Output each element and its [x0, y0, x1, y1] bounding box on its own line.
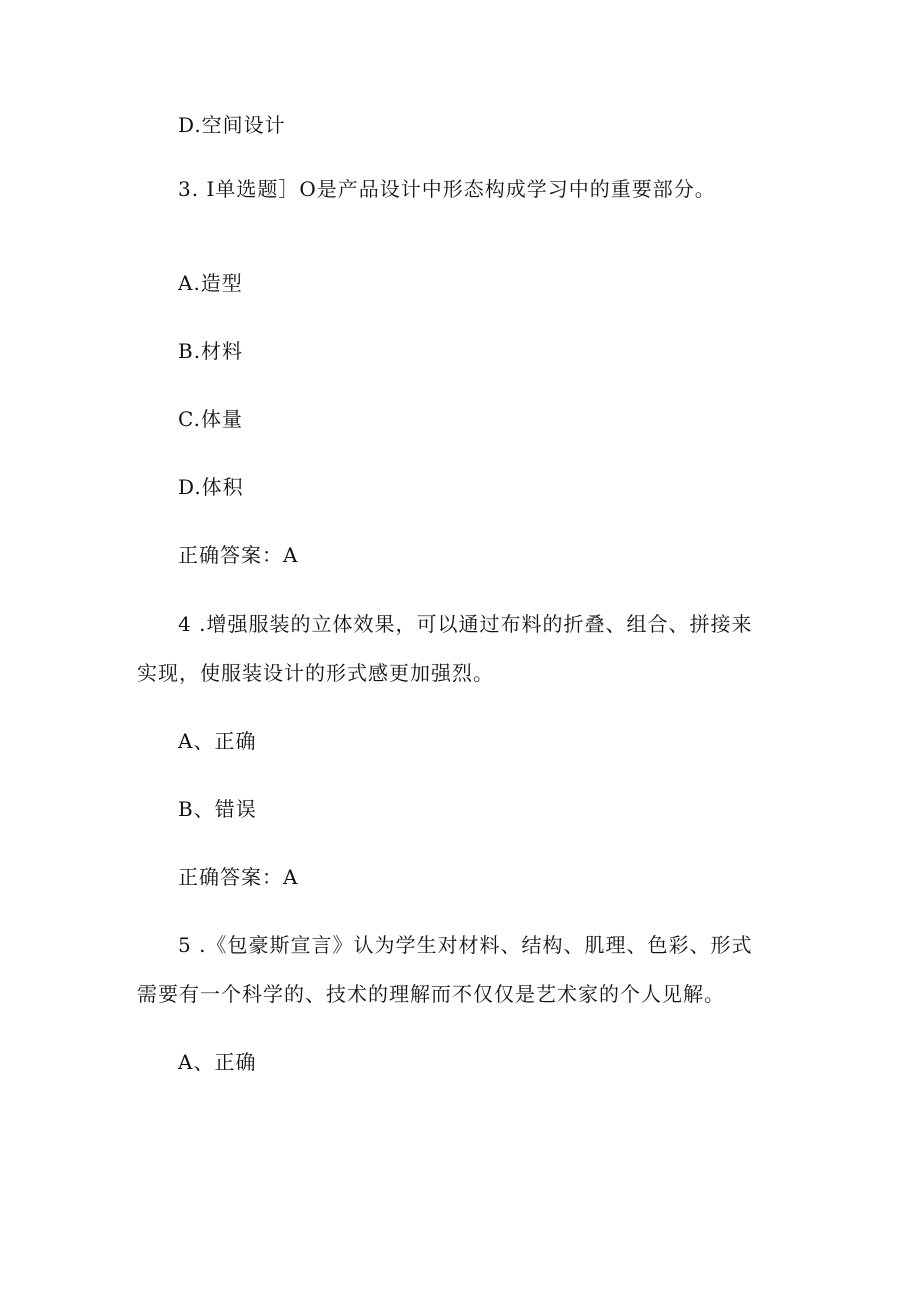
q3-question: 3. I单选题］O是产品设计中形态构成学习中的重要部分。 — [178, 177, 716, 201]
q4-option-a: A、正确 — [178, 729, 257, 753]
q3-option-c: C.体量 — [178, 407, 243, 431]
q5-question-line1: 5 .《包豪斯宣言》认为学生对材料、结构、肌理、色彩、形式 — [178, 933, 753, 957]
q4-option-b: B、错误 — [178, 797, 257, 821]
q5-option-a: A、正确 — [178, 1050, 257, 1074]
q3-answer: 正确答案：A — [178, 543, 299, 567]
q3-option-a: A.造型 — [178, 271, 243, 295]
q4-answer: 正确答案：A — [178, 865, 299, 889]
q3-option-b: B.材料 — [178, 339, 244, 363]
q3-option-d: D.体积 — [178, 475, 244, 499]
q4-question-line2: 实现，使服装设计的形式感更加强烈。 — [137, 661, 494, 685]
q4-question-line1: 4 .增强服装的立体效果，可以通过布料的折叠、组合、拼接来 — [178, 612, 753, 636]
q2-option-d: D.空间设计 — [178, 113, 286, 137]
q5-question-line2: 需要有一个科学的、技术的理解而不仅仅是艺术家的个人见解。 — [137, 982, 725, 1006]
